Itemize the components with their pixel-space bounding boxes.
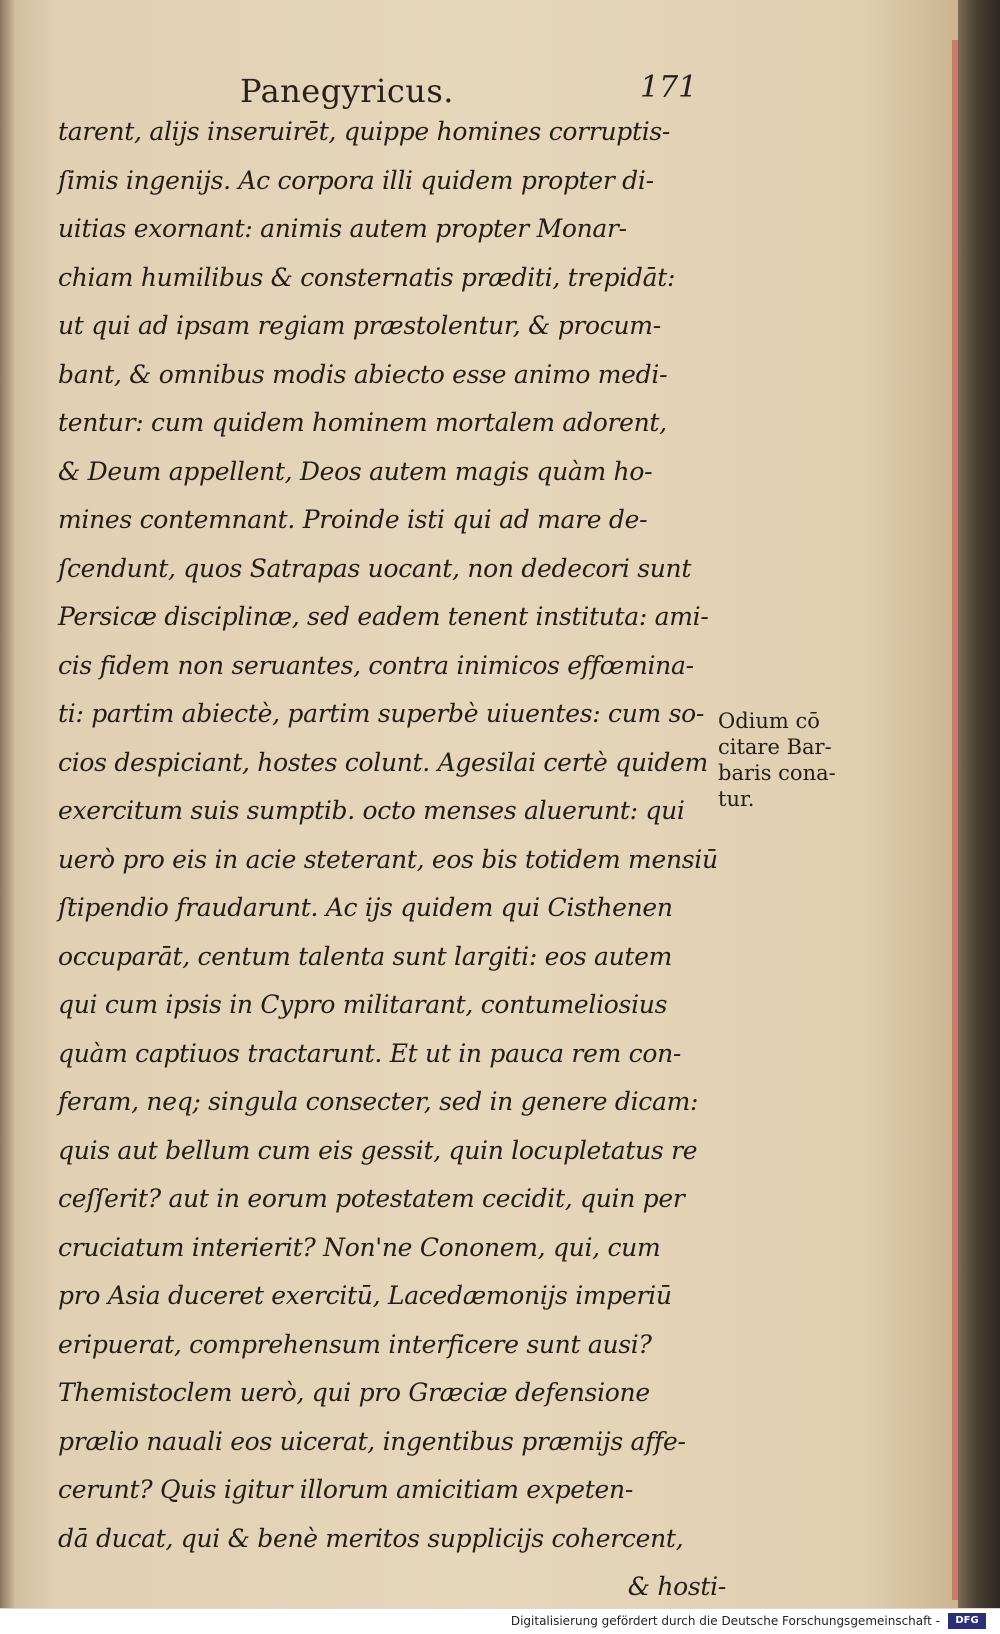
dfg-logo: DFG [948, 1613, 986, 1629]
text-line: uerò pro eis in acie steterant, eos bis totidem mensiū [58, 844, 718, 874]
catchword: & hosti- [627, 1572, 726, 1601]
text-line: quis aut bellum cum eis gessit, quin locupletatus re [58, 1135, 698, 1165]
page-stack-edge [958, 0, 1000, 1608]
text-line: cerunt? Quis igitur illorum amicitiam expeten- [58, 1475, 633, 1504]
margin-note [718, 708, 848, 812]
text-line: ut qui ad ipsam regiam præstolentur, & procum- [58, 311, 661, 340]
text-line: cios despiciant, hostes colunt. Agesilai certè quidem [58, 747, 708, 777]
running-head: Panegyricus. [240, 72, 454, 110]
text-line: qui cum ipsis in Cypro militarant, contumeliosius [58, 990, 668, 1019]
text-line: bant, & omnibus modis abiecto esse animo medi- [58, 359, 668, 389]
text-line: Persicæ disciplinæ, sed eadem tenent instituta: ami- [58, 602, 709, 631]
footer-bar [0, 1608, 1000, 1634]
text-line: ceſſerit? aut in eorum potestatem cecidit, quin per [58, 1184, 685, 1213]
text-line: quàm captiuos tractarunt. Et ut in pauca rem con- [58, 1038, 682, 1068]
text-line: exercitum suis sumptib. octo menses aluerunt: qui [58, 796, 685, 825]
gutter-shadow [0, 0, 14, 1608]
margin-note-line: citare Bar- [718, 735, 832, 759]
margin-note-line: Odium cō [718, 709, 820, 733]
text-line: dā ducat, qui & benè meritos supplicijs cohercent, [58, 1523, 684, 1553]
body-text [58, 108, 748, 1612]
text-line: ſimis ingenijs. Ac corpora illi quidem propter di- [58, 165, 654, 195]
page-number: 171 [640, 70, 698, 105]
margin-note-line: tur. [718, 787, 755, 811]
text-line: ſcendunt, quos Satrapas uocant, non dedecori sunt [58, 553, 692, 583]
text-line: tentur: cum quidem hominem mortalem adorent, [58, 408, 667, 437]
text-line: cis fidem non seruantes, contra inimicos effœmina- [58, 650, 694, 680]
text-line: pro Asia duceret exercitū, Lacedæmonijs imperiū [58, 1281, 672, 1310]
text-line: Themistoclem uerò, qui pro Græciæ defensione [58, 1378, 650, 1407]
text-line: ti: partim abiectè, partim superbè uiuentes: cum so- [58, 699, 704, 728]
text-line: uitias exornant: animis autem propter Monar- [58, 214, 627, 243]
footer-credit: Digitalisierung gefördert durch die Deutsche Forschungsgemeinschaft - [510, 1614, 940, 1628]
text-line: chiam humilibus & consternatis præditi, trepidāt: [58, 262, 676, 292]
text-line: mines contemnant. Proinde isti qui ad mare de- [58, 505, 648, 534]
text-line: prælio nauali eos uicerat, ingentibus præmijs affe- [58, 1426, 686, 1456]
text-line: cruciatum interierit? Non'ne Cononem, qui, cum [58, 1232, 661, 1262]
text-line: occuparāt, centum talenta sunt largiti: eos autem [58, 941, 673, 971]
text-line: eripuerat, comprehensum interficere sunt ausi? [58, 1329, 652, 1359]
text-line: ſtipendio fraudarunt. Ac ijs quidem qui Cisthenen [58, 893, 673, 922]
text-line: & Deum appellent, Deos autem magis quàm ho- [58, 456, 653, 486]
margin-note-line: baris cona- [718, 761, 836, 785]
text-line: tarent, alijs inseruirēt, quippe homines corruptis- [58, 117, 671, 146]
text-line: feram, neq; singula consecter, sed in genere dicam: [58, 1087, 699, 1116]
